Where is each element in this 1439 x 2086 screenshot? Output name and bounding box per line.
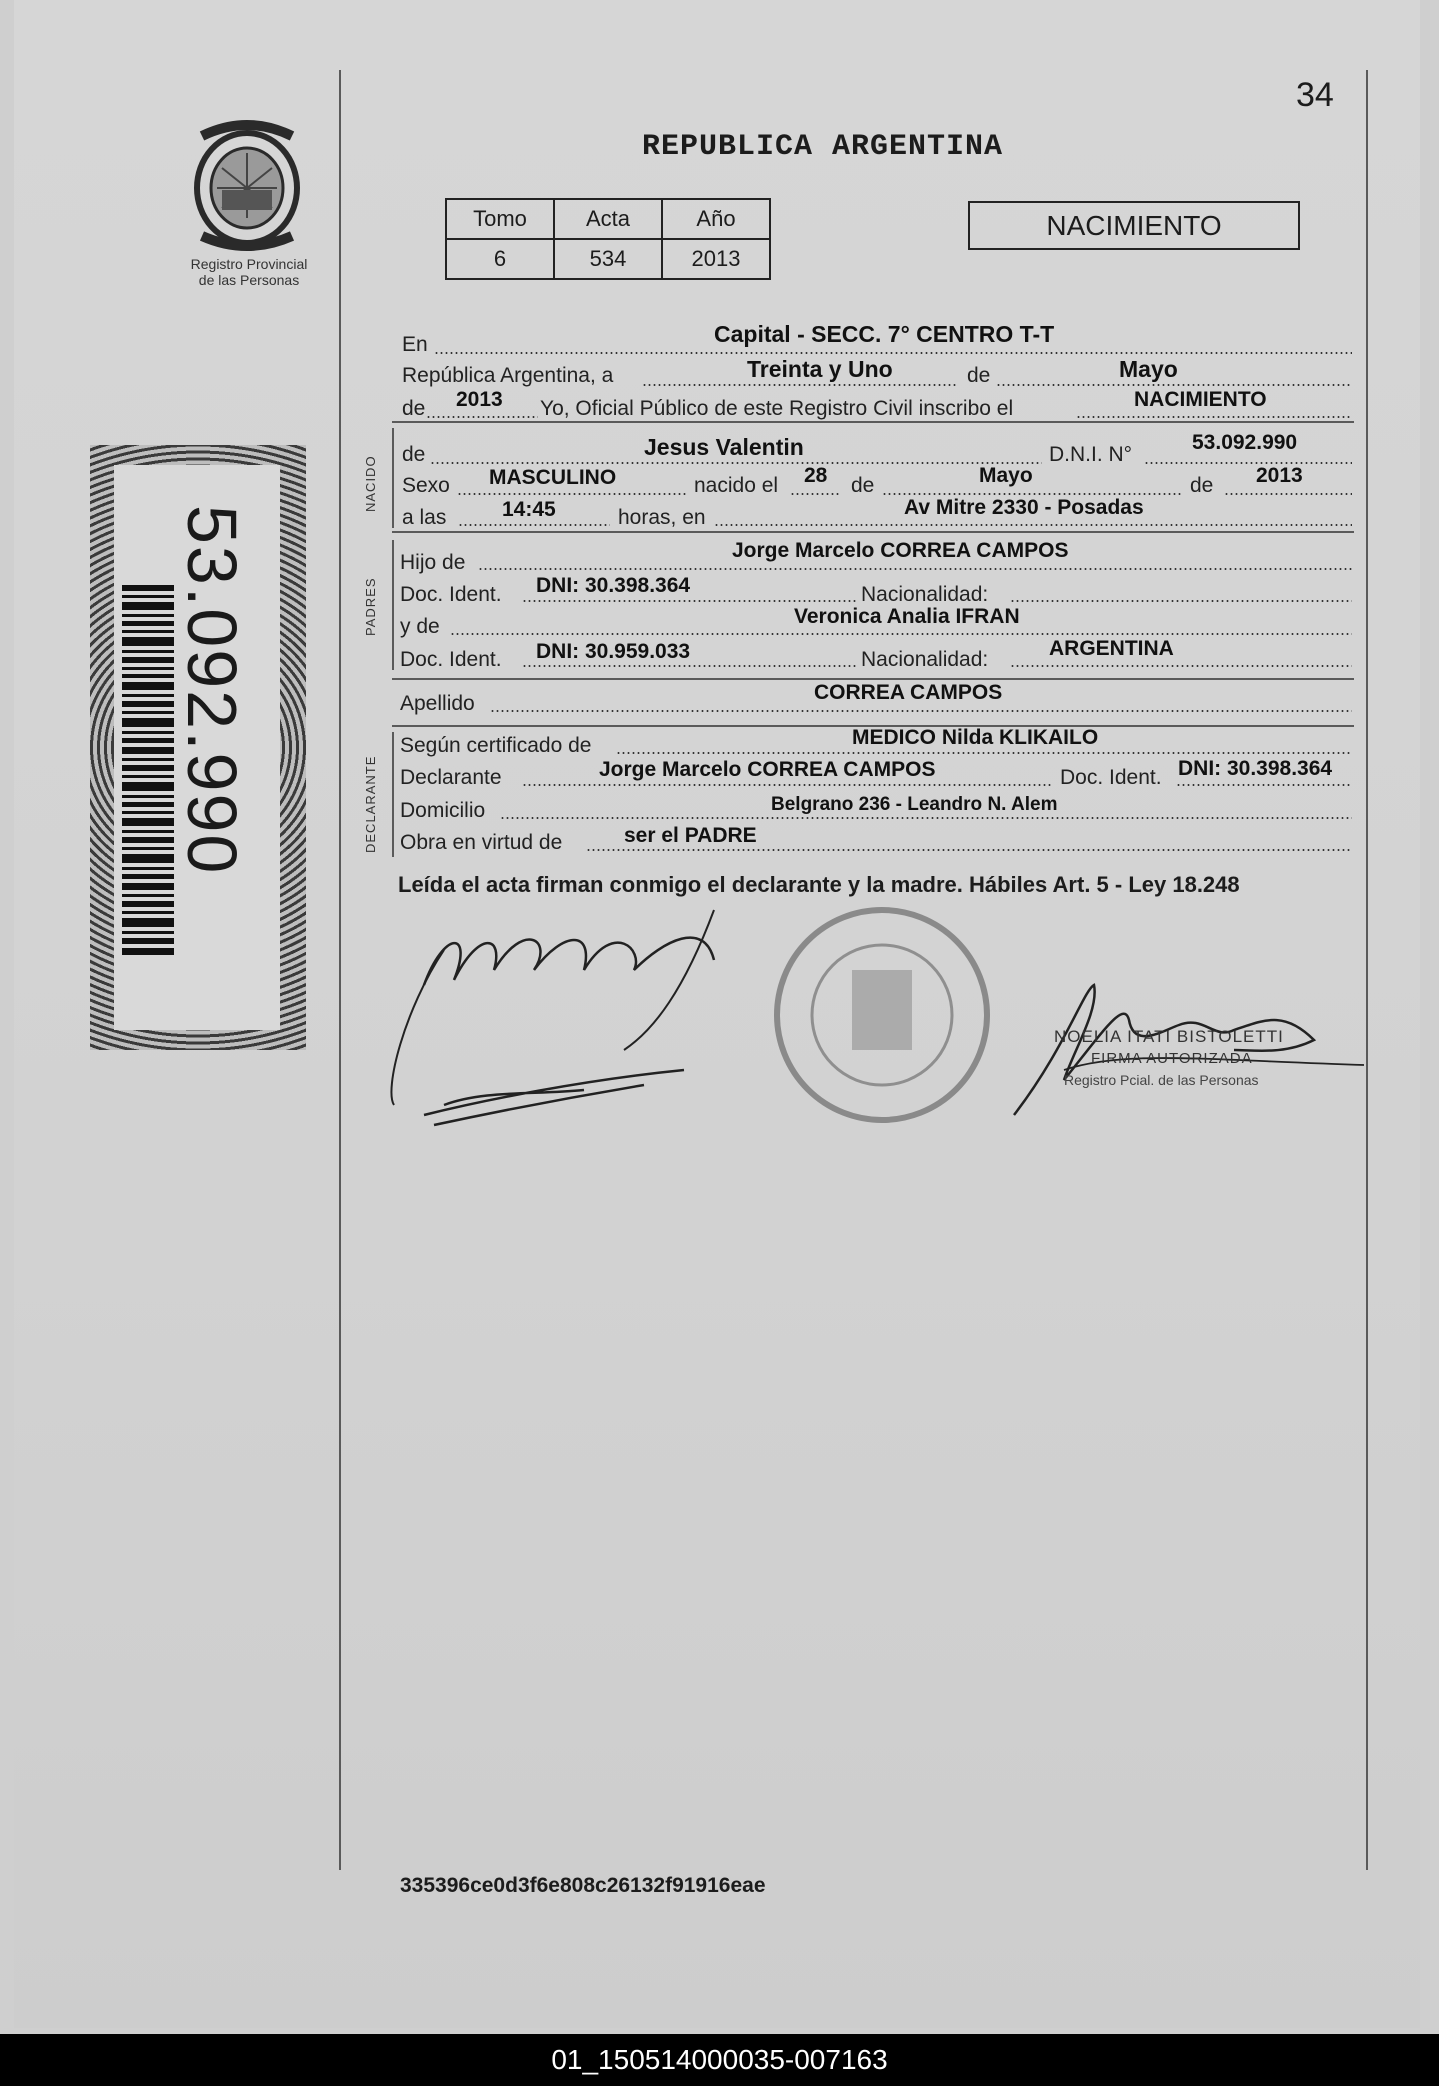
anio-value: 2013 — [456, 388, 503, 411]
dotted-line — [790, 493, 840, 495]
nacido-mes: Mayo — [979, 464, 1033, 487]
alas-label: a las — [402, 506, 447, 529]
hijo-label: Hijo de — [400, 551, 466, 574]
sexo-label: Sexo — [402, 474, 450, 497]
doc2-label: Doc. Ident. — [400, 648, 502, 671]
dotted-line — [642, 384, 957, 386]
en-label: En — [402, 333, 428, 356]
dotted-line — [714, 524, 1352, 526]
oficial-text: Yo, Oficial Público de este Registro Civil inscribo el — [540, 397, 1014, 420]
nac1-label: Nacionalidad: — [861, 583, 989, 606]
de5-label: de — [1190, 474, 1214, 497]
dotted-line — [522, 600, 857, 602]
nacido-anio: 2013 — [1256, 464, 1303, 487]
doc1-label: Doc. Ident. — [400, 583, 502, 606]
cert-label: Según certificado de — [400, 734, 592, 757]
declarante-signature-image — [384, 890, 804, 1140]
dotted-line — [1010, 600, 1352, 602]
dotted-line — [450, 633, 1352, 635]
separator-2 — [392, 531, 1354, 533]
value-anio: 2013 — [662, 239, 770, 279]
header-tomo: Tomo — [446, 199, 554, 239]
apellido-label: Apellido — [400, 692, 475, 715]
provincial-seal-logo — [182, 118, 312, 253]
dotted-line — [434, 352, 1352, 354]
side-label-padres: PADRES — [363, 577, 378, 636]
book-table — [445, 198, 771, 280]
dotted-line — [490, 710, 1352, 712]
seal-caption — [164, 256, 334, 288]
document-page — [14, 0, 1420, 2028]
barcode-number: 53.092.990 — [173, 505, 251, 876]
dotted-line — [500, 817, 1352, 819]
header-anio: Año — [662, 199, 770, 239]
declarante-value: Jorge Marcelo CORREA CAMPOS — [599, 758, 936, 781]
yde-label: y de — [400, 615, 440, 638]
dotted-line — [430, 462, 1042, 464]
dotted-line — [996, 384, 1352, 386]
left-frame-line — [339, 70, 341, 1870]
side-label-nacido: NACIDO — [363, 455, 378, 512]
de2-label: de — [402, 397, 426, 420]
domicilio-value: Belgrano 236 - Leandro N. Alem — [771, 794, 1058, 815]
value-tomo: 6 — [446, 239, 554, 279]
separator-3 — [392, 678, 1354, 680]
dotted-line — [522, 784, 1052, 786]
dotted-line — [882, 493, 1182, 495]
barcode-panel — [90, 445, 306, 1050]
stamp-line-3: Registro Pcial. de las Personas — [1064, 1072, 1259, 1088]
dotted-line — [586, 849, 1352, 851]
nacido-dia: 28 — [804, 464, 828, 487]
stamp-line-2: FIRMA AUTORIZADA — [1091, 1050, 1253, 1067]
document-hash: 335396ce0d3f6e808c26132f91916eae — [400, 1874, 766, 1897]
lugar-value: Av Mitre 2330 - Posadas — [904, 496, 1144, 519]
nacido-label: nacido el — [694, 474, 779, 497]
dotted-line — [426, 416, 538, 418]
de1-label: de — [967, 364, 991, 387]
barcode-inner — [114, 465, 280, 1030]
dotted-line — [1224, 493, 1352, 495]
dotted-line — [1144, 462, 1352, 464]
stamp-line-1: NOELIA ITATI BISTOLETTI — [1054, 1027, 1284, 1046]
obra-label: Obra en virtud de — [400, 831, 563, 854]
domicilio-label: Domicilio — [400, 799, 486, 822]
doc3-label: Doc. Ident. — [1060, 766, 1162, 789]
scan-id-bar: 01_150514000035-007163 — [0, 2034, 1439, 2086]
dotted-line — [478, 568, 1352, 570]
doc3-value: DNI: 30.398.364 — [1178, 757, 1333, 780]
value-acta: 534 — [554, 239, 662, 279]
dni-label: D.N.I. N° — [1049, 443, 1133, 466]
republica-label: República Argentina, a — [402, 364, 614, 387]
separator-1 — [392, 421, 1354, 423]
nombre-value: Jesus Valentin — [644, 434, 804, 460]
cert-value: MEDICO Nilda KLIKAILO — [852, 726, 1099, 749]
nac2-value: ARGENTINA — [1049, 637, 1174, 660]
sexo-value: MASCULINO — [489, 466, 617, 489]
header-acta: Acta — [554, 199, 662, 239]
en-value: Capital - SECC. 7° CENTRO T-T — [714, 321, 1055, 347]
closing-statement: Leída el acta firman conmigo el declarante y la madre. Hábiles Art. 5 - Ley 18.248 — [398, 872, 1240, 897]
doc2-value: DNI: 30.959.033 — [536, 640, 691, 663]
apellido-value: CORREA CAMPOS — [814, 681, 1003, 704]
document-title: REPUBLICA ARGENTINA — [642, 130, 1004, 164]
dia-texto: Treinta y Uno — [747, 356, 893, 382]
madre-value: Veronica Analia IFRAN — [794, 605, 1020, 628]
declarante-bracket — [392, 732, 394, 857]
padre-value: Jorge Marcelo CORREA CAMPOS — [732, 539, 1069, 562]
inscribo-value: NACIMIENTO — [1134, 388, 1267, 411]
dni-value: 53.092.990 — [1192, 431, 1298, 454]
barcode-bars — [122, 585, 174, 955]
seal-caption-line1: Registro Provincial — [190, 256, 308, 272]
dotted-line — [1076, 416, 1352, 418]
mes-value: Mayo — [1119, 356, 1178, 382]
declarante-label: Declarante — [400, 766, 502, 789]
dotted-line — [1010, 665, 1352, 667]
nac2-label: Nacionalidad: — [861, 648, 989, 671]
hora-value: 14:45 — [502, 498, 556, 521]
side-label-declarante: DECLARANTE — [363, 755, 378, 853]
official-round-stamp — [762, 900, 1002, 1130]
record-type-box: NACIMIENTO — [968, 201, 1300, 250]
horas-label: horas, en — [618, 506, 706, 529]
de3-label: de — [402, 443, 426, 466]
de4-label: de — [851, 474, 875, 497]
obra-value: ser el PADRE — [624, 824, 757, 847]
padres-bracket — [392, 540, 394, 670]
dotted-line — [1176, 784, 1352, 786]
dotted-line — [616, 752, 1352, 754]
dotted-line — [458, 524, 610, 526]
doc1-value: DNI: 30.398.364 — [536, 574, 691, 597]
dotted-line — [457, 493, 687, 495]
dotted-line — [522, 665, 857, 667]
nacido-bracket — [392, 428, 394, 528]
seal-caption-line2: de las Personas — [198, 272, 300, 288]
page-number: 34 — [1296, 76, 1334, 114]
